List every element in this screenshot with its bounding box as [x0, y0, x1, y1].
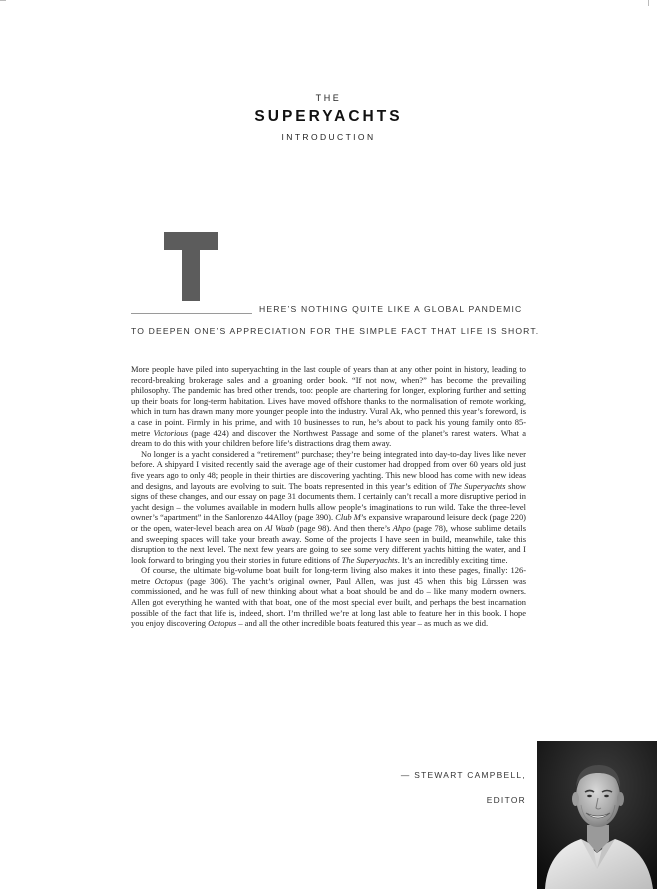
- italic-title: Al Waab: [264, 522, 294, 533]
- lead-line-2: TO DEEPEN ONE’S APPRECIATION FOR THE SIMPLE FACT THAT LIFE IS SHORT.: [131, 326, 540, 336]
- text-run: – and all the other incredible boats featured this year – as much as we did.: [236, 618, 489, 629]
- italic-title: Victorious: [153, 427, 189, 438]
- italic-title: Ahpo: [392, 522, 411, 533]
- text-run: (page 306). The yacht’s original owner, Paul Allen, was just 45 when this big Lürssen was commissioned, and he was full of new thinking about what a boat should be and do – like many modern owners. Allen got everything he wanted with that boat, one of the most special ever built, and perhaps the best incarnation possible of the fact that life is, indeed, short. I’m thrilled we’re at long last able to feature her in this book. I hope you enjoy discovering: [131, 575, 526, 629]
- text-run: . It’s an incredibly exciting time.: [397, 554, 508, 565]
- text-run: No longer is a yacht considered a “retirement” purchase; they’re being integrated into day-to-day lives like never before. A shipyard I visited recently said the average age of their customer had dropped from over 60 years old just five years ago to only 48; people in their thirties are discovering yachting. This new blood has come with new ideas and designs, and layouts are evolving to suit. The boats represented in this year’s edition of: [131, 448, 526, 491]
- signature-name: — STEWART CAMPBELL,: [400, 770, 526, 780]
- lead-rule: [131, 313, 252, 314]
- editor-portrait: [537, 741, 657, 889]
- text-run: (page 78), whose sublime details and sweeping spaces will take your breath away. Some of the projects I have seen in build, meanwhile, take this disruption to the next level. The next few years are going to see some very different yachts hitting the water, and I look forward to bringing you their stories in future editions of: [131, 522, 526, 565]
- page-title: SUPERYACHTS: [254, 108, 403, 125]
- crop-mark-top-left: [0, 0, 6, 1]
- text-run: ’s expansive wraparound leisure deck (page 220) or the open, water-level beach area on: [131, 512, 526, 533]
- italic-title: Octopus: [154, 575, 183, 586]
- paragraph-3: [131, 565, 526, 629]
- italic-title: Octopus: [208, 618, 237, 629]
- text-run: (page 98). And then there’s: [294, 522, 393, 533]
- lead-line-1: HERE’S NOTHING QUITE LIKE A GLOBAL PANDEMIC: [259, 304, 523, 314]
- italic-title: The Superyachts: [449, 480, 506, 491]
- article-body: [131, 364, 526, 629]
- paragraph-2: [131, 449, 526, 566]
- header-kicker: THE: [315, 93, 342, 103]
- text-run: Of course, the ultimate big-volume boat built for long-term living also makes it into these pages, finally: 126-metre: [131, 565, 526, 586]
- crop-mark-top-right: [648, 0, 649, 6]
- text-run: show signs of these changes, and our essay on page 31 documents them. I certainly can’t recall a more disruptive period in yacht design – the volumes available in modern hulls allow people’s imaginations to run wild. Take the three-level owner’s “apartment” in the Sanlorenzo 44Alloy (page 390).: [131, 480, 526, 523]
- italic-title: Club M: [335, 512, 361, 523]
- section-subtitle: INTRODUCTION: [281, 132, 376, 142]
- italic-title: The Superyachts: [341, 554, 398, 565]
- drop-cap-t: [164, 232, 218, 301]
- text-run: More people have piled into superyachting in the last couple of years than at any other point in history, leading to record-breaking brokerage sales and a groaning order book. “If not now, when?” has become the prevailing philosophy. The pandemic has bred other trends, too: people are chartering for longer, exploring further and setting up their boats for long-term habitation. Lives have moved offshore thanks to the normalisation of remote working, which in turn has drawn many more younger people into the industry. Vural Ak, who penned this year’s foreword, is a case in point. Firmly in his prime, and with 10 businesses to run, he’s about to pack his young family onto 85-metre: [131, 364, 526, 438]
- signature-role: EDITOR: [486, 795, 526, 805]
- text-run: (page 424) and discover the Northwest Passage and some of the planet’s rarest waters. What a dream to do this with your children before life’s distractions drag them away.: [131, 427, 526, 449]
- paragraph-1: [131, 364, 526, 449]
- page-header: [0, 92, 657, 143]
